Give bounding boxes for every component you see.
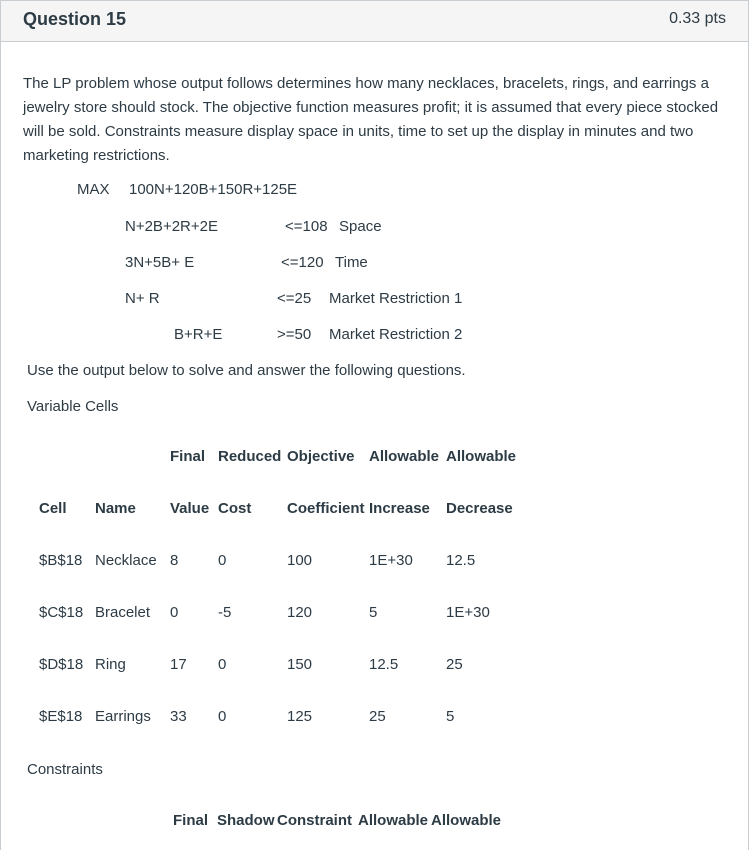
table-cell: Ring xyxy=(95,656,126,673)
table-cell: 12.5 xyxy=(369,656,399,673)
table-cell: 25 xyxy=(369,708,386,725)
question-points: 0.33 pts xyxy=(669,10,726,27)
table-cell: 12.5 xyxy=(446,552,476,569)
constraint-name: Time xyxy=(335,254,368,271)
constraint-lhs: B+R+E xyxy=(174,326,223,343)
constraint-name: Space xyxy=(339,218,382,235)
constraint-lhs: 3N+5B+ E xyxy=(125,254,195,271)
constraint-name: Market Restriction 1 xyxy=(329,290,463,307)
table-cell: 8 xyxy=(170,552,179,569)
table-cell: Necklace xyxy=(95,552,157,569)
table-cell: 5 xyxy=(446,708,455,725)
constraint-rhs: >=50 xyxy=(277,326,312,343)
col-header: Constraint xyxy=(277,812,352,829)
table-cell: 5 xyxy=(369,604,378,621)
col-header: Shadow xyxy=(217,812,275,829)
col-header: Reduced xyxy=(218,448,282,465)
col-header: Decrease xyxy=(446,500,513,517)
col-header: Coefficient xyxy=(287,500,365,517)
objective-function: 100N+120B+150R+125E xyxy=(129,181,298,198)
col-header: Allowable xyxy=(431,812,502,829)
constraint-lhs: N+2B+2R+2E xyxy=(125,218,218,235)
constraint-rhs: <=120 xyxy=(281,254,324,271)
table-cell: 1E+30 xyxy=(446,604,490,621)
col-header: Final xyxy=(173,812,209,829)
variable-cells-label: Variable Cells xyxy=(27,398,119,415)
table-cell: 0 xyxy=(218,708,227,725)
constraint-lhs: N+ R xyxy=(125,290,160,307)
table-cell: 120 xyxy=(287,604,313,621)
col-header: Name xyxy=(95,500,136,517)
table-cell: 0 xyxy=(218,656,227,673)
col-header: Cell xyxy=(39,500,67,517)
question-title: Question 15 xyxy=(23,9,127,29)
table-cell: $E$18 xyxy=(39,708,83,725)
constraint-rhs: <=108 xyxy=(285,218,328,235)
col-header: Value xyxy=(170,500,210,517)
table-cell: $B$18 xyxy=(39,552,83,569)
table-cell: Earrings xyxy=(95,708,151,725)
table-cell: 33 xyxy=(170,708,187,725)
question-intro: The LP problem whose output follows determines how many necklaces, bracelets, rings, and earrings a jewelry store should stock. The objective function measures profit; it is assumed that every piece stocked will be sold. Constraints measure display space in units, time to set up the display in minutes and two marketing restrictions. xyxy=(23,75,719,164)
col-header: Increase xyxy=(369,500,430,517)
objective-label: MAX xyxy=(77,181,110,198)
table-cell: 100 xyxy=(287,552,313,569)
table-cell: $D$18 xyxy=(39,656,84,673)
table-cell: 0 xyxy=(218,552,227,569)
constraints-label: Constraints xyxy=(27,761,103,778)
table-cell: 17 xyxy=(170,656,187,673)
table-cell: 25 xyxy=(446,656,463,673)
question-header xyxy=(1,1,748,42)
table-cell: Bracelet xyxy=(95,604,151,621)
col-header: Final xyxy=(170,448,206,465)
table-cell: 1E+30 xyxy=(369,552,413,569)
col-header: Allowable xyxy=(369,448,440,465)
col-header: Objective xyxy=(287,448,355,465)
constraint-name: Market Restriction 2 xyxy=(329,326,463,343)
col-header: Cost xyxy=(218,500,252,517)
table-cell: 0 xyxy=(170,604,179,621)
table-cell: 125 xyxy=(287,708,313,725)
constraint-rhs: <=25 xyxy=(277,290,312,307)
table-cell: -5 xyxy=(218,604,232,621)
table-cell: $C$18 xyxy=(39,604,84,621)
table-cell: 150 xyxy=(287,656,313,673)
col-header: Allowable xyxy=(358,812,429,829)
col-header: Allowable xyxy=(446,448,517,465)
instruction: Use the output below to solve and answer the following questions. xyxy=(27,362,466,379)
